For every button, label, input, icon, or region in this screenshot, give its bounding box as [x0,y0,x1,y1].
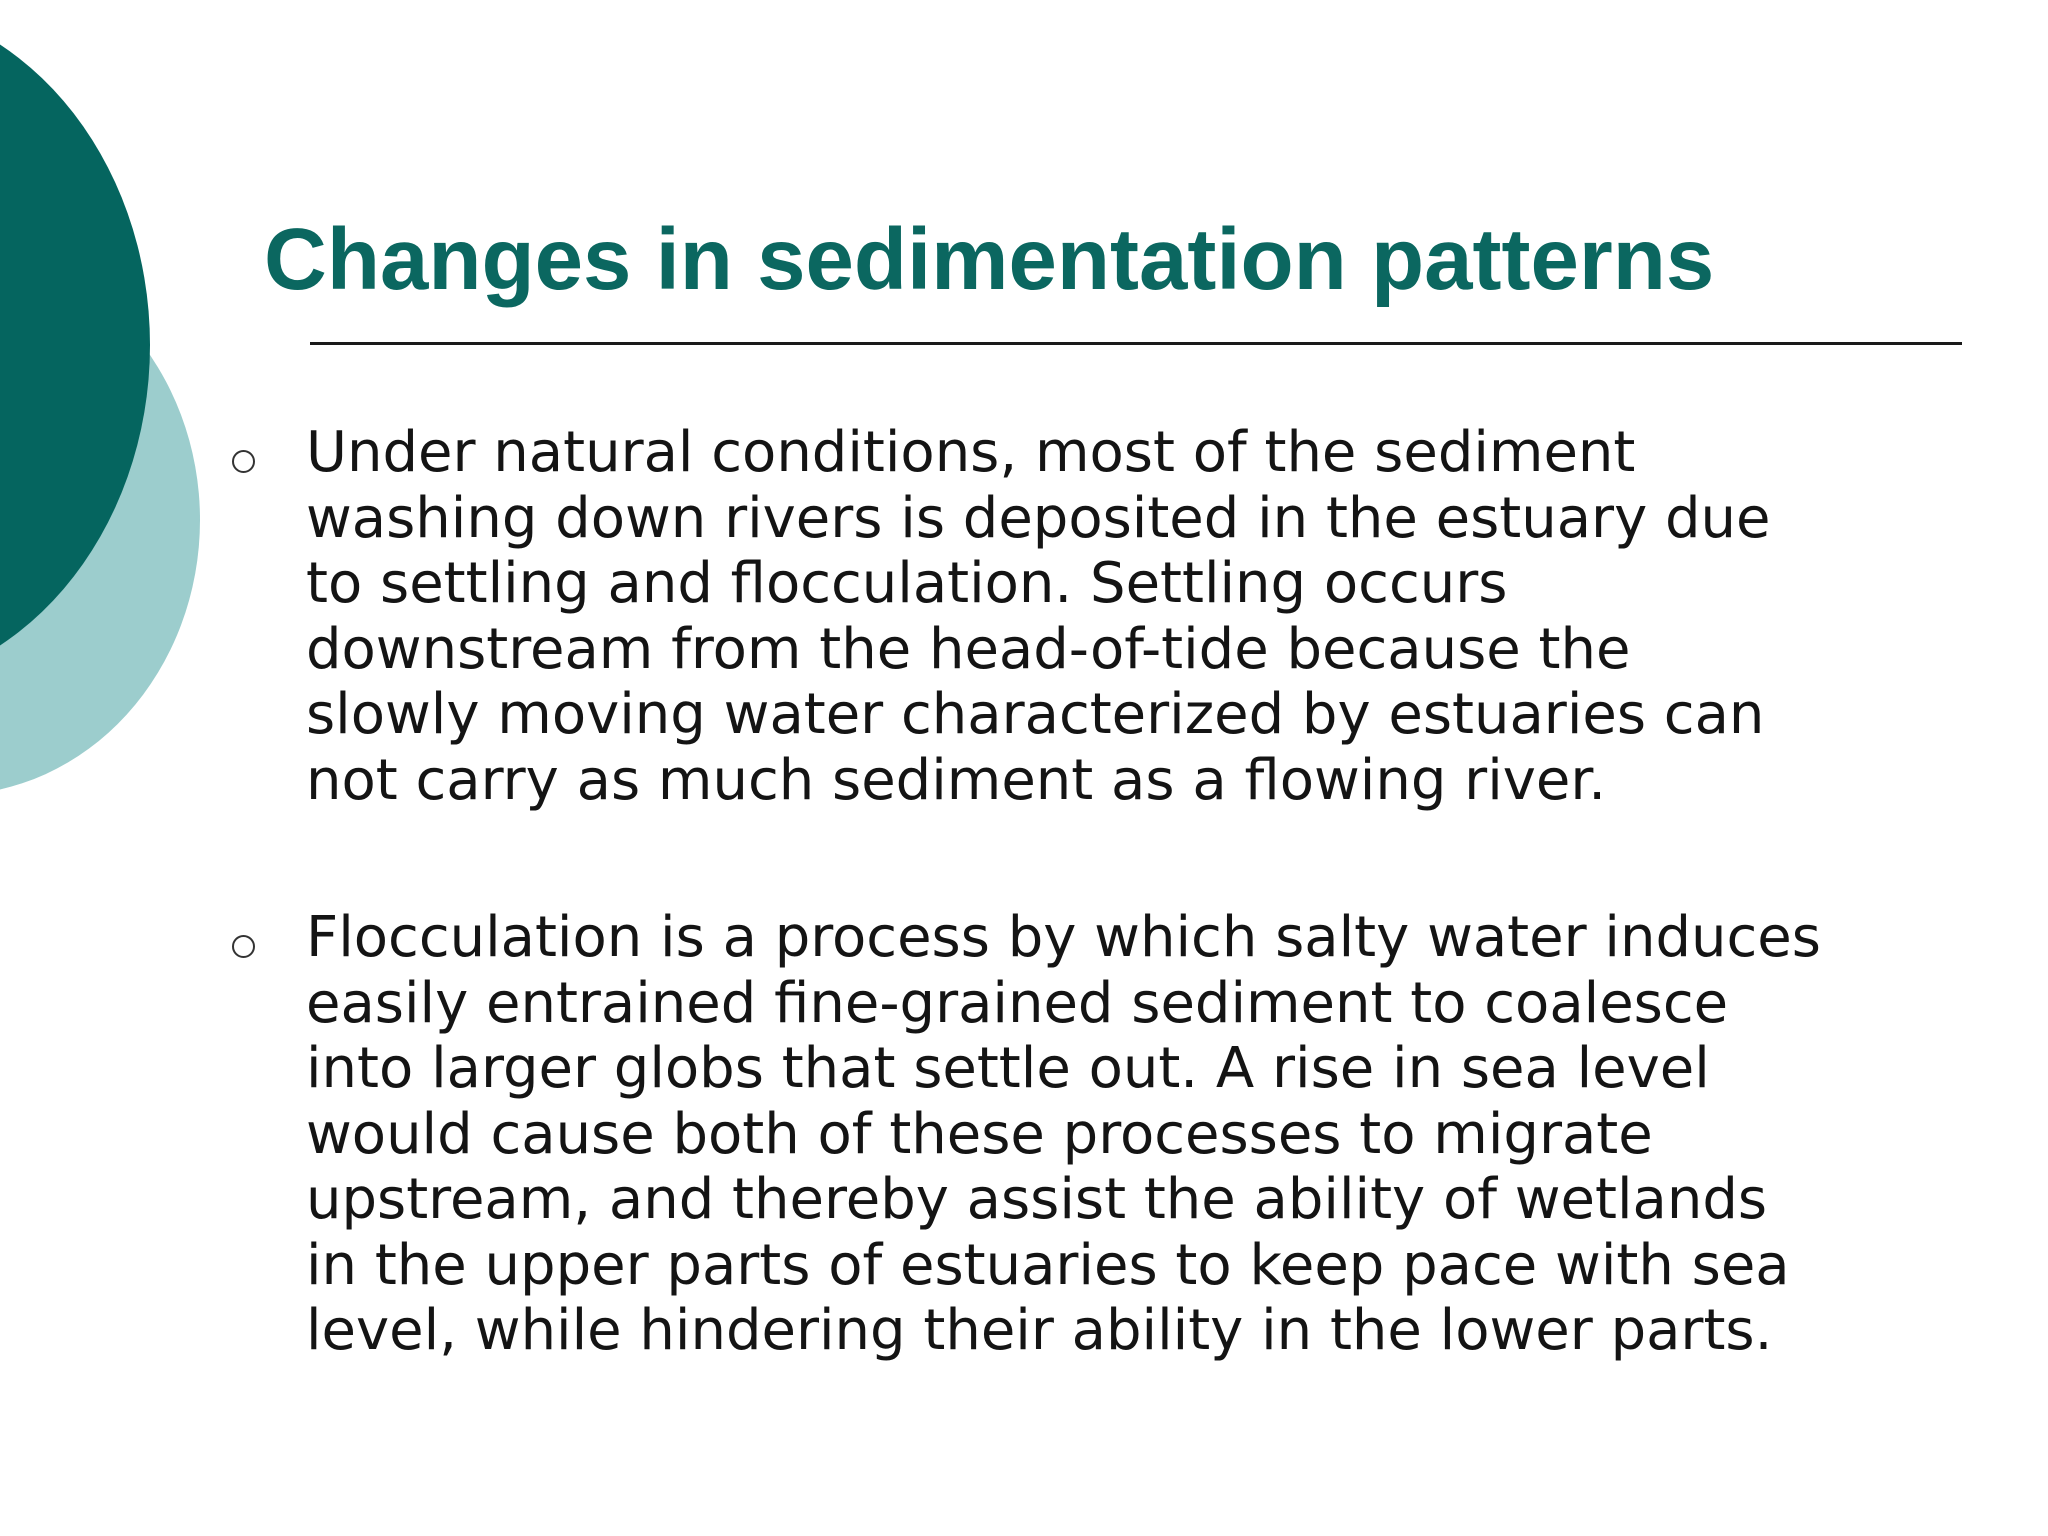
hollow-circle-bullet-icon [232,450,255,473]
slide-title: Changes in sedimentation patterns [264,211,1715,308]
title-divider [310,342,1962,345]
bullet-text: Flocculation is a process by which salty water induces easily entrained fine-grained sediment to coalesce into larger globs that settle out. A rise in sea level would cause both of these processes to migrate upstream, and thereby assist the ability of wetlands in the upper parts of estuaries to keep pace with sea level, while hindering their ability in the lower parts. [306,905,1821,1363]
hollow-circle-bullet-icon [232,935,255,958]
bullet-text: Under natural conditions, most of the sediment washing down rivers is deposited in the estuary due to settling and flocculation. Settling occurs downstream from the head-of-tide because the slowly moving water characterized by estuaries can not carry as much sediment as a flowing river. [306,420,1771,813]
